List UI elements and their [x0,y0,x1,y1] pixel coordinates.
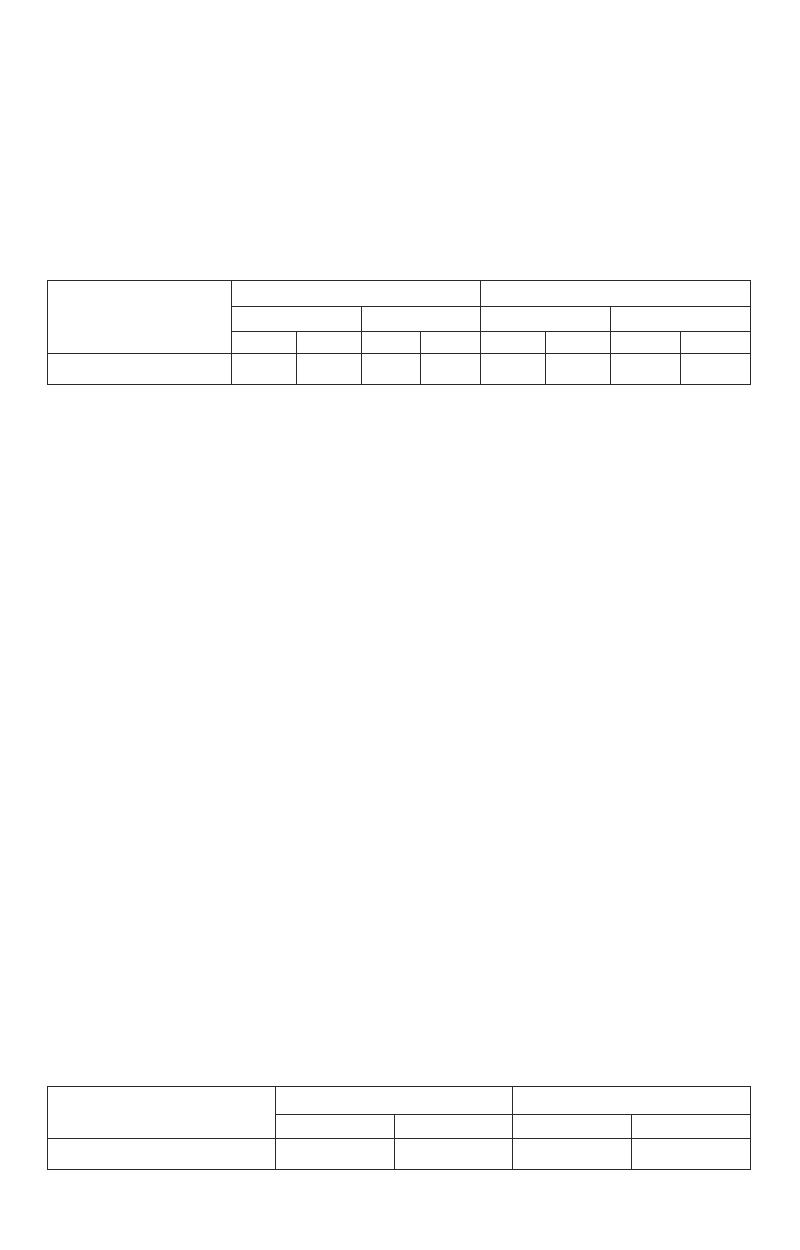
deaths-table [47,1086,751,1170]
notifications-table [47,280,751,385]
col-male [481,332,546,354]
total-cell [361,354,421,385]
total-cell [421,354,481,385]
sub-non-pulmonary [611,307,751,332]
total-cell [546,354,611,385]
totals-label [48,354,232,385]
group-non-primary [481,281,751,307]
sub-pulmonary [231,307,361,332]
total-cell [275,1139,394,1170]
registrar-paragraph [62,1032,752,1052]
sub-pulmonary [481,307,611,332]
col-male [611,332,681,354]
col-female [394,1115,513,1139]
col-female [421,332,481,354]
col-male [231,332,296,354]
col-female [296,332,361,354]
primary-paragraph [62,662,752,683]
col-female [681,332,751,354]
total-cell [632,1139,751,1170]
sub-non-pulmonary [361,307,481,332]
total-cell [611,354,681,385]
total-cell [231,354,296,385]
total-cell [513,1139,632,1170]
col-female [632,1115,751,1139]
col-age-groups [48,1087,276,1139]
total-cell [481,354,546,385]
group-primary [231,281,481,307]
totals-row [48,1139,751,1170]
col-female [546,332,611,354]
col-male [513,1115,632,1139]
group-other-forms [513,1087,751,1115]
group-respiratory [275,1087,513,1115]
col-male [361,332,421,354]
col-age-groups [48,281,232,354]
total-cell [394,1139,513,1170]
col-male [275,1115,394,1139]
total-cell [681,354,751,385]
total-cell [296,354,361,385]
totals-label [48,1139,276,1170]
totals-row [48,354,751,385]
